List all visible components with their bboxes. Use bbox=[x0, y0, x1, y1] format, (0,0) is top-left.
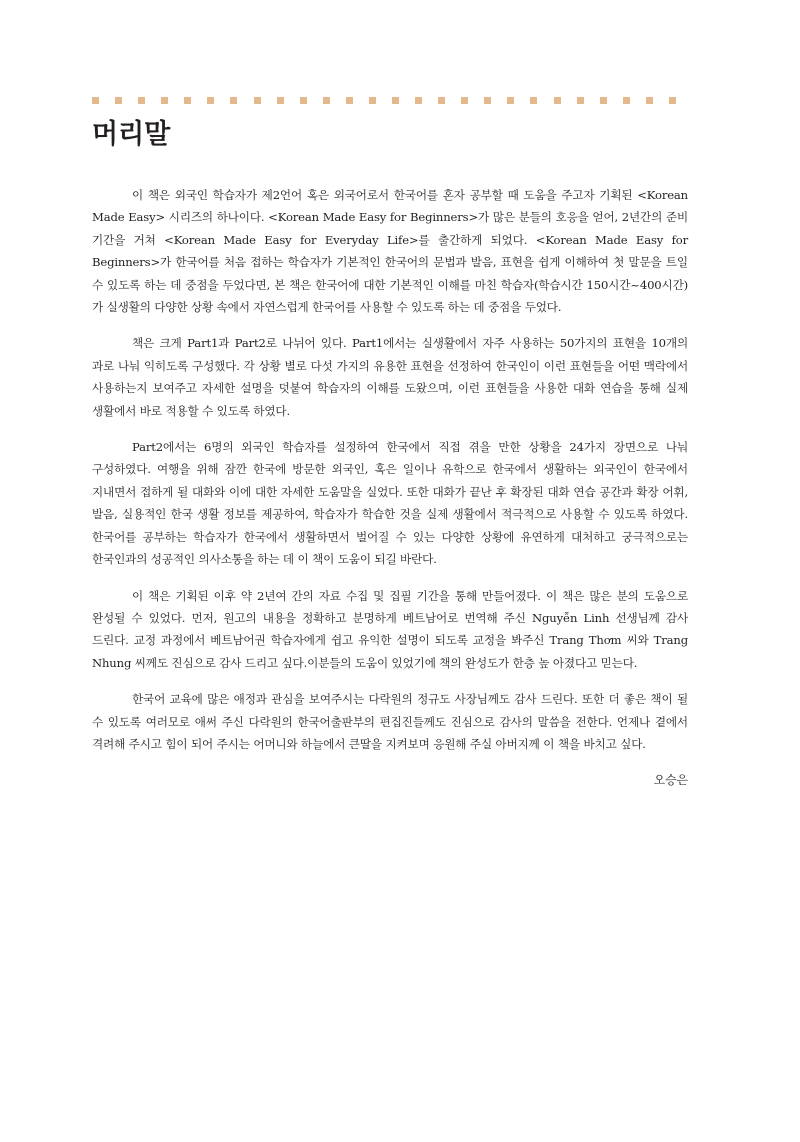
decorative-dot bbox=[115, 97, 122, 104]
decorative-dot bbox=[577, 97, 584, 104]
decorative-dot bbox=[277, 97, 284, 104]
preface-body bbox=[92, 184, 688, 791]
decorative-dot bbox=[138, 97, 145, 104]
decorative-dot bbox=[623, 97, 630, 104]
decorative-dot bbox=[230, 97, 237, 104]
decorative-dot bbox=[415, 97, 422, 104]
decorative-dot bbox=[646, 97, 653, 104]
author-signature: 오승은 bbox=[653, 773, 688, 788]
decorative-dot bbox=[600, 97, 607, 104]
decorative-dot bbox=[669, 97, 676, 104]
preface-paragraph-3: Part2에서는 6명의 외국인 학습자를 설정하여 한국에서 직접 겪을 만한 상황을 24가지 장면으로 나눠 구성하였다. 여행을 위해 잠깐 한국에 방문한 외국인, 혹은 일이나 유학으로 한국에서 생활하는 외국인이 한국에서 지내면서 접하게 될 대화와 이에 대한 자세한 도움말을 실었다. 또한 대화가 끝난 후 확장된 대화 연습 공간과 확장 어휘, 발음, 실용적인 한국 생활 정보를 제공하여, 학습자가 학습한 것을 실제 생활에서 적극적으로 사용할 수 있도록 하였다. 한국어를 공부하는 학습자가 한국에서 생활하면서 벌어질 수 있는 다양한 상황에 유연하게 대처하고 궁극적으로는 한국인과의 성공적인 의사소통을 하는 데 이 책이 도움이 되길 바란다. bbox=[92, 440, 688, 567]
decorative-dot bbox=[161, 97, 168, 104]
decorative-dot bbox=[507, 97, 514, 104]
decorative-dot bbox=[207, 97, 214, 104]
decorative-dot bbox=[392, 97, 399, 104]
decorative-dot bbox=[346, 97, 353, 104]
decorative-dot bbox=[438, 97, 445, 104]
decorative-dot bbox=[484, 97, 491, 104]
decorative-dot bbox=[554, 97, 561, 104]
decorative-dot bbox=[461, 97, 468, 104]
decorative-dot bbox=[323, 97, 330, 104]
decorative-dot bbox=[92, 97, 99, 104]
preface-paragraph-1: 이 책은 외국인 학습자가 제2언어 혹은 외국어로서 한국어를 혼자 공부할 때 도움을 주고자 기획된 <Korean Made Easy> 시리즈의 하나이다. <Korean Made Easy for Beginners>가 많은 분들의 호응을 얻어, 2년간의 준비 기간을 거쳐 <Korean Made Easy for Everyday Life>를 출간하게 되었다. <Korean Made Easy for Beginners>가 한국어를 처음 접하는 학습자가 기본적인 한국어의 문법과 발음, 표현을 쉽게 이해하여 첫 말문을 트일 수 있도록 하는 데 중점을 두었다면, 본 책은 한국어에 대한 기본적인 이해를 마친 학습자(학습시간 150시간~400시간)가 실생활의 다양한 상황 속에서 자연스럽게 한국어를 사용할 수 있도록 하는 데 중점을 두었다. bbox=[92, 188, 688, 315]
decorative-dot-rule bbox=[92, 97, 676, 105]
decorative-dot bbox=[184, 97, 191, 104]
preface-paragraph-2: 책은 크게 Part1과 Part2로 나뉘어 있다. Part1에서는 실생활에서 자주 사용하는 50가지의 표현을 10개의 과로 나눠 익히도록 구성했다. 각 상황 별로 다섯 가지의 유용한 표현을 선정하여 한국인이 이런 표현들을 어떤 맥락에서 사용하는지 보여주고 자세한 설명을 덧붙여 학습자의 이해를 도왔으며, 이런 표현들을 사용한 대화 연습을 통해 실제 생활에서 바로 적용할 수 있도록 하였다. bbox=[92, 336, 688, 418]
decorative-dot bbox=[254, 97, 261, 104]
page-title: 머리말 bbox=[92, 119, 171, 150]
decorative-dot bbox=[369, 97, 376, 104]
preface-paragraph-5: 한국어 교육에 많은 애정과 관심을 보여주시는 다락원의 정규도 사장님께도 감사 드린다. 또한 더 좋은 책이 될 수 있도록 여러모로 애써 주신 다락원의 한국어출판부의 편집진들께도 진심으로 감사의 말씀을 전한다. 언제나 곁에서 격려해 주시고 힘이 되어 주시는 어머니와 하늘에서 큰딸을 지켜보며 응원해 주실 아버지께 이 책을 바치고 싶다. bbox=[92, 692, 688, 751]
decorative-dot bbox=[530, 97, 537, 104]
preface-paragraph-4: 이 책은 기획된 이후 약 2년여 간의 자료 수집 및 집필 기간을 통해 만들어졌다. 이 책은 많은 분의 도움으로 완성될 수 있었다. 먼저, 원고의 내용을 정확하고 분명하게 베트남어로 번역해 주신 Nguyễn Linh 선생님께 감사 드린다. 교정 과정에서 베트남어권 학습자에게 쉽고 유익한 설명이 되도록 교정을 봐주신 Trang Thơm 씨와 Trang Nhung 씨께도 진심으로 감사 드리고 싶다.이분들의 도움이 있었기에 책의 완성도가 한층 높 아졌다고 믿는다. bbox=[92, 588, 688, 670]
decorative-dot bbox=[300, 97, 307, 104]
